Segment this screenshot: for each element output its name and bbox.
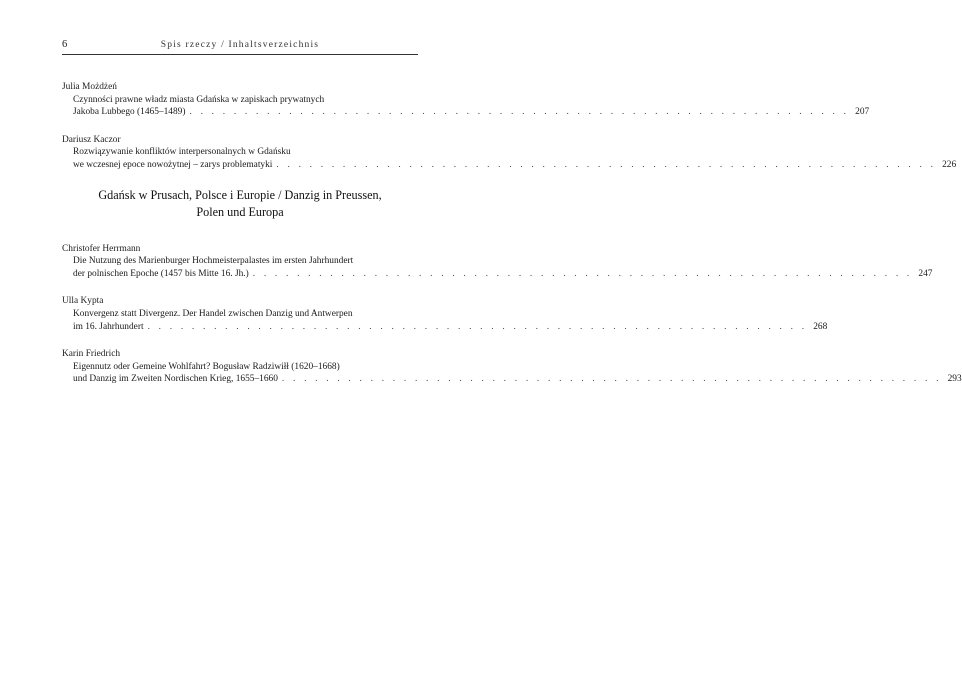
toc-page-number: 268 <box>813 321 828 332</box>
toc-title-line: we wczesnej epoce nowożytnej – zarys problematyki <box>73 159 273 170</box>
toc-title-last-line <box>73 321 828 334</box>
toc-page-number: 247 <box>918 268 933 279</box>
running-header <box>62 40 418 55</box>
dot-leader: . . . . . . . . . . . . . . . . . . . . . . . . . . . . . . . . . . . . . . . . . . . . . . . . . . . . . . . . . . . . <box>252 268 913 279</box>
toc-entry <box>62 243 933 281</box>
toc-title-last-line <box>73 373 962 386</box>
toc-title <box>62 94 870 119</box>
toc-title-last-line <box>73 159 957 172</box>
toc-group-after <box>62 243 962 386</box>
section-heading-line: Gdańsk w Prusach, Polsce i Europie / Danzig in Preussen, <box>98 187 382 202</box>
toc-title-line: Die Nutzung des Marienburger Hochmeisterpalastes im ersten Jahrhundert <box>73 256 354 267</box>
toc-title-line: Konvergenz statt Divergenz. Der Handel zwischen Danzig und Antwerpen <box>73 308 353 319</box>
toc-author: Dariusz Kaczor <box>62 134 121 145</box>
toc-title <box>62 255 933 280</box>
toc-title-line: Czynności prawne władz miasta Gdańska w zapiskach prywatnych <box>73 94 325 105</box>
toc-author: Christofer Herrmann <box>62 243 141 254</box>
toc-title-last-line <box>73 106 870 119</box>
toc-author: Karin Friedrich <box>62 349 121 360</box>
running-title: Spis rzeczy / Inhaltsverzeichnis <box>160 40 320 50</box>
toc-group-before <box>62 81 957 172</box>
page-number: 6 <box>62 39 68 50</box>
toc-title <box>62 146 957 171</box>
toc-entry <box>62 134 957 172</box>
toc-entry <box>62 81 870 119</box>
toc-title-line: der polnischen Epoche (1457 bis Mitte 16. Jh.) <box>73 268 249 279</box>
toc-title-last-line <box>73 268 933 281</box>
toc-title-line: und Danzig im Zweiten Nordischen Krieg, 1655–1660 <box>73 374 278 385</box>
toc-entry <box>62 295 828 333</box>
toc-title <box>62 361 962 386</box>
toc-entry <box>62 348 962 386</box>
dot-leader: . . . . . . . . . . . . . . . . . . . . . . . . . . . . . . . . . . . . . . . . . . . . . . . . . . . . . . . . . . . . <box>276 159 937 170</box>
toc-page-number: 226 <box>942 159 957 170</box>
section-heading-line: Polen und Europa <box>196 204 284 219</box>
toc-page-number: 293 <box>947 374 962 385</box>
toc-page-number: 207 <box>855 107 870 118</box>
toc-title-line: Eigennutz oder Gemeine Wohlfahrt? Bogusław Radziwiłł (1620–1668) <box>73 361 340 372</box>
toc-title-line: im 16. Jahrhundert <box>73 321 144 332</box>
toc-title-line: Rozwiązywanie konfliktów interpersonalnych w Gdańsku <box>73 147 291 158</box>
toc-author: Julia Możdżeń <box>62 82 117 92</box>
dot-leader: . . . . . . . . . . . . . . . . . . . . . . . . . . . . . . . . . . . . . . . . . . . . . . . . . . . . . . . . . . . . <box>189 107 850 118</box>
toc-title-line: Jakoba Lubbego (1465–1489) <box>73 107 186 118</box>
table-of-contents <box>62 81 962 401</box>
section-heading <box>62 187 418 221</box>
dot-leader: . . . . . . . . . . . . . . . . . . . . . . . . . . . . . . . . . . . . . . . . . . . . . . . . . . . . . . . . . . . . <box>281 374 942 385</box>
toc-author: Ulla Kypta <box>62 296 104 307</box>
dot-leader: . . . . . . . . . . . . . . . . . . . . . . . . . . . . . . . . . . . . . . . . . . . . . . . . . . . . . . . . . . . . <box>147 321 808 332</box>
toc-title <box>62 308 828 333</box>
